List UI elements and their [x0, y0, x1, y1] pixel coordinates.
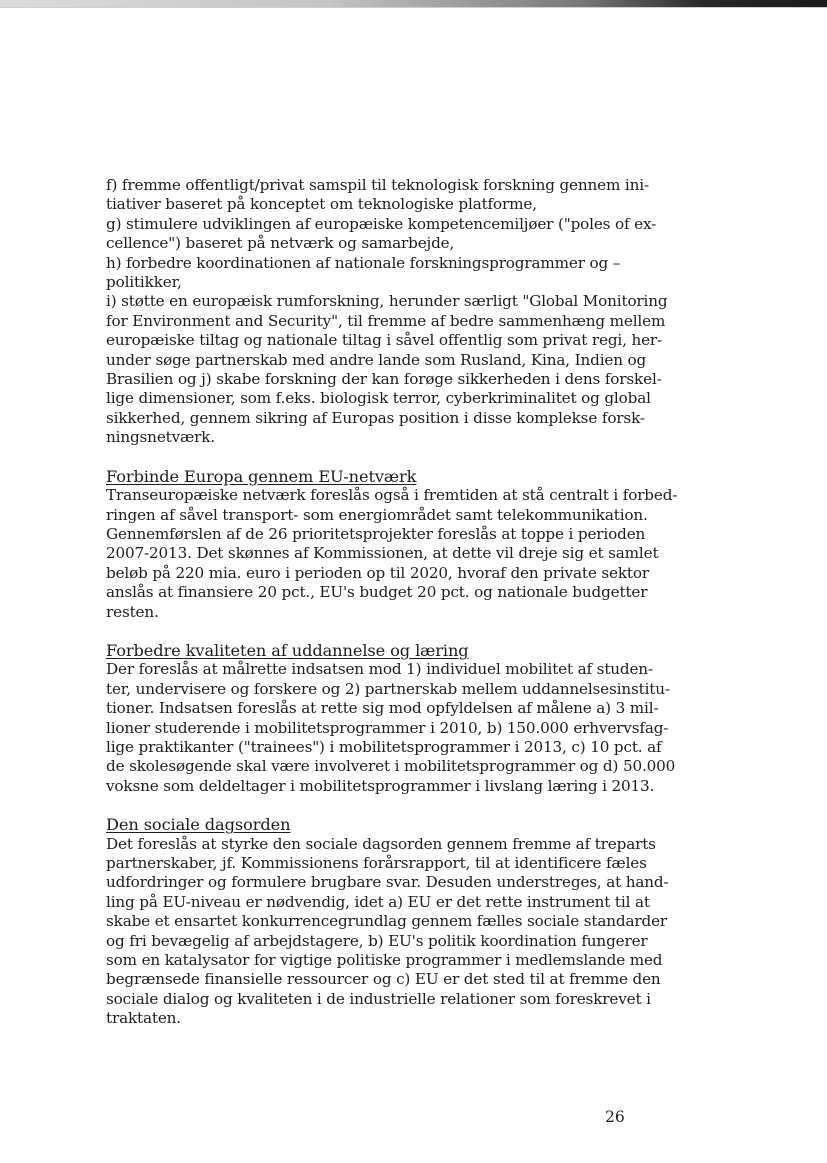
text-line: Det foreslås at styrke den sociale dagsorden gennem fremme af treparts — [106, 834, 656, 853]
section-heading: Forbedre kvaliteten af uddannelse og læring — [106, 640, 469, 660]
text-line: skabe et ensartet konkurrencegrundlag gennem fælles sociale standarder — [106, 912, 668, 931]
text-line: beløb på 220 mia. euro i perioden op til 2020, hvoraf den private sektor — [106, 563, 649, 582]
text-line: cellence") baseret på netværk og samarbejde, — [106, 234, 455, 253]
text-line: politikker, — [106, 273, 182, 292]
section-paragraph — [106, 660, 676, 796]
text-line: h) forbedre koordinationen af nationale forskningsprogrammer og – — [106, 253, 621, 272]
text-line: Der foreslås at målrette indsatsen mod 1) individuel mobilitet af studen- — [106, 660, 653, 679]
text-line: som en katalysator for vigtige politiske programmer i medlemslande med — [106, 951, 663, 970]
text-line: ningsnetværk. — [106, 428, 216, 447]
text-line: ringen af såvel transport- som energiområdet samt telekommunikation. — [106, 505, 648, 524]
section-paragraph — [106, 834, 669, 1029]
text-line: resten. — [106, 602, 159, 621]
section-heading: Den sociale dagsorden — [106, 815, 291, 835]
text-line: Gennemførslen af de 26 prioritetsprojekter foreslås at toppe i perioden — [106, 524, 646, 543]
text-line: begrænsede finansielle ressourcer og c) EU er det sted til at fremme den — [106, 970, 661, 989]
text-line: for Environment and Security", til fremme af bedre sammenhæng mellem — [106, 311, 666, 330]
text-line: ling på EU-niveau er nødvendig, idet a) EU er det rette instrument til at — [106, 892, 650, 911]
section-education — [106, 640, 676, 796]
section-eu-networks — [106, 466, 678, 622]
page-number: 26 — [605, 1108, 625, 1126]
text-line: tiativer baseret på konceptet om teknologiske platforme, — [106, 195, 537, 214]
section-paragraph — [106, 486, 678, 622]
text-line: traktaten. — [106, 1009, 181, 1028]
text-line: Brasilien og j) skabe forskning der kan forøge sikkerheden i dens forskel- — [106, 370, 662, 389]
intro-paragraph — [106, 176, 668, 448]
text-line: sikkerhed, gennem sikring af Europas position i disse komplekse forsk- — [106, 408, 645, 427]
text-line: anslås at finansiere 20 pct., EU's budget 20 pct. og nationale budgetter — [106, 583, 648, 602]
text-line: ter, undervisere og forskere og 2) partnerskab mellem uddannelsesinstitu- — [106, 679, 670, 698]
text-line: 2007-2013. Det skønnes af Kommissionen, at dette vil dreje sig et samlet — [106, 544, 659, 563]
text-line: lige dimensioner, som f.eks. biologisk terror, cyberkriminalitet og global — [106, 389, 651, 408]
text-line: de skolesøgende skal være involveret i mobilitetsprogrammer og d) 50.000 — [106, 757, 676, 776]
document-body — [106, 176, 678, 1029]
text-line: f) fremme offentligt/privat samspil til teknologisk forskning gennem ini- — [106, 176, 649, 194]
text-line: europæiske tiltag og nationale tiltag i såvel offentlig som privat regi, her- — [106, 331, 663, 350]
text-line: lige praktikanter ("trainees") i mobilitetsprogrammer i 2013, c) 10 pct. af — [106, 737, 662, 756]
text-line: udfordringer og formulere brugbare svar. Desuden understreges, at hand- — [106, 873, 669, 892]
text-line: og fri bevægelig af arbejdstagere, b) EU's politik koordination fungerer — [106, 931, 648, 950]
section-heading: Forbinde Europa gennem EU-netværk — [106, 466, 417, 486]
text-line: sociale dialog og kvaliteten i de industrielle relationer som foreskrevet i — [106, 989, 651, 1008]
text-line: lioner studerende i mobilitetsprogrammer i 2010, b) 150.000 erhvervsfag- — [106, 718, 669, 737]
section-social-agenda — [106, 815, 669, 1028]
text-line: under søge partnerskab med andre lande som Rusland, Kina, Indien og — [106, 350, 647, 369]
scan-edge-line — [0, 7, 827, 8]
text-line: partnerskaber, jf. Kommissionens forårsrapport, til at identificere fæles — [106, 854, 647, 872]
text-line: voksne som deldeltager i mobilitetsprogrammer i livslang læring i 2013. — [106, 776, 655, 795]
text-line: g) stimulere udviklingen af europæiske kompetencemiljøer ("poles of ex- — [106, 214, 657, 233]
text-line: i) støtte en europæisk rumforskning, herunder særligt "Global Monitoring — [106, 292, 668, 311]
text-line: tioner. Indsatsen foreslås at rette sig mod opfyldelsen af målene a) 3 mil- — [106, 699, 659, 718]
scan-edge-top — [0, 0, 827, 7]
text-line: Transeuropæiske netværk foreslås også i fremtiden at stå centralt i forbed- — [106, 486, 678, 505]
